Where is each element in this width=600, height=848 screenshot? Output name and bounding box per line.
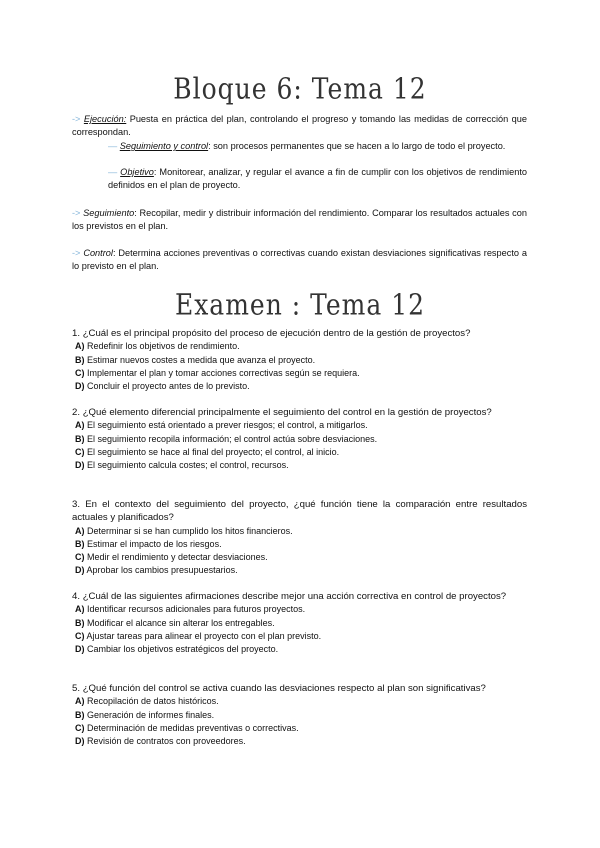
- answer-option: A) Identificar recursos adicionales para futuros proyectos.: [75, 604, 306, 615]
- answer-option: A) Recopilación de datos históricos.: [75, 696, 219, 707]
- dash-icon: —: [108, 141, 118, 151]
- definition-control: [72, 247, 527, 273]
- question-number: 2.: [72, 407, 81, 418]
- answer-option: D) Revisión de contratos con proveedores.: [75, 736, 246, 747]
- section-title: Bloque 6: Tema 12: [173, 71, 427, 106]
- definition-text: : son procesos permanentes que se hacen a lo largo de todo el proyecto.: [208, 141, 506, 151]
- answer-option: B) Estimar nuevos costes a medida que avanza el proyecto.: [75, 354, 316, 365]
- question-number: 3.: [72, 499, 81, 510]
- definition-label: Seguimiento y control: [119, 141, 209, 151]
- definition-label: Control: [83, 248, 113, 258]
- answer-option: B) Modificar el alcance sin alterar los entregables.: [75, 617, 275, 628]
- answer-option: C) Determinación de medidas preventivas o correctivas.: [75, 722, 299, 733]
- arrow-icon: ->: [72, 248, 81, 258]
- answer-option: A) El seguimiento está orientado a prever riesgos; el control, a mitigarlos.: [75, 420, 368, 431]
- question-number: 1.: [72, 328, 81, 339]
- question-1: [72, 327, 527, 393]
- question-text: [72, 682, 527, 695]
- definition-text: : Determina acciones preventivas o correctivas cuando existan desviaciones significativas respecto a lo previsto en el plan.: [72, 248, 527, 272]
- arrow-icon: ->: [72, 114, 81, 124]
- definition-ejecucion: [72, 113, 527, 139]
- definition-seguimiento: [72, 207, 527, 233]
- question-3: [72, 498, 527, 578]
- definition-objetivo: [108, 166, 527, 192]
- answer-option: C) Implementar el plan y tomar acciones correctivas según se requiera.: [75, 367, 360, 378]
- definition-label: Seguimiento: [83, 208, 135, 218]
- question-body: En el contexto del seguimiento del proyecto, ¿qué función tiene la comparación entre resultados actuales y planificados?: [72, 499, 527, 524]
- answer-option: D) Aprobar los cambios presupuestarios.: [75, 565, 238, 576]
- definition-label: Objetivo: [120, 167, 154, 177]
- exam-title: Examen : Tema 12: [174, 287, 426, 322]
- answer-option: B) Estimar el impacto de los riesgos.: [75, 538, 222, 549]
- dash-icon: —: [108, 167, 118, 177]
- answer-option: D) Cambiar los objetivos estratégicos del proyecto.: [75, 644, 279, 655]
- question-2: [72, 406, 527, 472]
- answer-option: D) Concluir el proyecto antes de lo previsto.: [75, 381, 250, 392]
- answer-option: B) El seguimiento recopila información; el control actúa sobre desviaciones.: [75, 433, 378, 444]
- question-text: [72, 590, 527, 603]
- question-body: ¿Cuál es el principal propósito del proceso de ejecución dentro de la gestión de proyectos?: [82, 328, 471, 339]
- answer-option: C) Ajustar tareas para alinear el proyecto con el plan previsto.: [75, 630, 322, 641]
- question-text: [72, 406, 527, 419]
- definition-text: : Monitorear, analizar, y regular el avance a fin de cumplir con los objetivos de rendimiento definidos en el plan de proyecto.: [108, 167, 527, 191]
- question-number: 5.: [72, 683, 81, 694]
- definition-seguimiento-control: [108, 140, 527, 153]
- question-body: ¿Qué elemento diferencial principalmente el seguimiento del control en la gestión de proyectos?: [82, 407, 492, 418]
- question-4: [72, 590, 527, 656]
- definition-text: Puesta en práctica del plan, controlando el progreso y tomando las medidas de corrección que correspondan.: [72, 114, 527, 138]
- question-body: ¿Cuál de las siguientes afirmaciones describe mejor una acción correctiva en control de proyectos?: [82, 591, 507, 602]
- answer-option: D) El seguimiento calcula costes; el control, recursos.: [75, 460, 289, 471]
- answer-option: A) Redefinir los objetivos de rendimiento.: [75, 341, 240, 352]
- question-body: ¿Qué función del control se activa cuando las desviaciones respecto al plan son significativas?: [82, 683, 486, 694]
- answer-option: A) Determinar si se han cumplido los hitos financieros.: [75, 525, 293, 536]
- question-number: 4.: [72, 591, 81, 602]
- definition-label: Ejecución:: [83, 114, 127, 124]
- definition-text: : Recopilar, medir y distribuir información del rendimiento. Comparar los resultados actuales con los previstos en el plan.: [72, 208, 527, 232]
- answer-option: B) Generación de informes finales.: [75, 709, 215, 720]
- question-text: [72, 327, 527, 340]
- answer-option: C) Medir el rendimiento y detectar desviaciones.: [75, 552, 268, 563]
- answer-option: C) El seguimiento se hace al final del proyecto; el control, al inicio.: [75, 446, 340, 457]
- arrow-icon: ->: [72, 208, 81, 218]
- question-5: [72, 682, 527, 748]
- question-text: [72, 498, 527, 525]
